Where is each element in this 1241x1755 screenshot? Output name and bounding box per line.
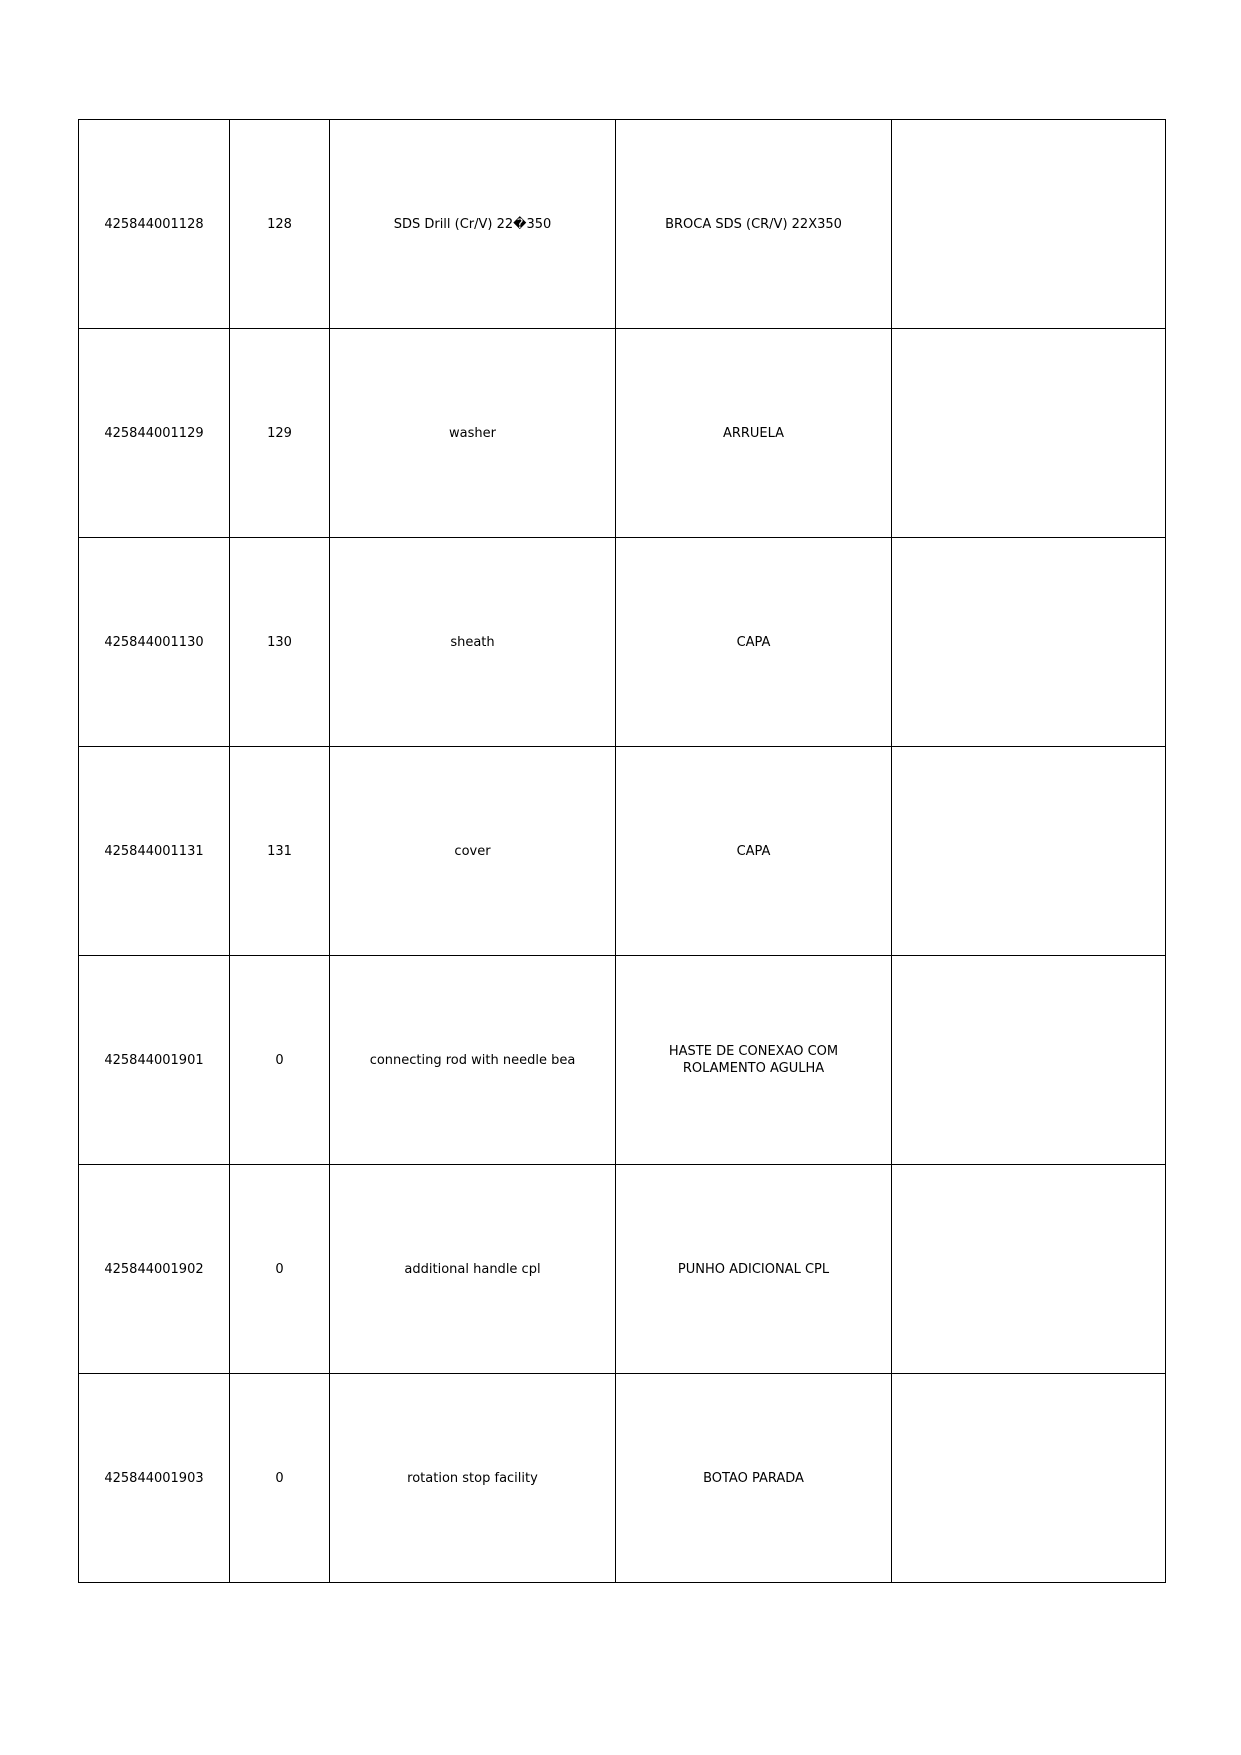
empty-cell	[892, 1374, 1166, 1583]
part-number-cell: 425844001902	[79, 1165, 230, 1374]
description-pt-cell: PUNHO ADICIONAL CPL	[616, 1165, 892, 1374]
empty-cell	[892, 1165, 1166, 1374]
empty-cell	[892, 956, 1166, 1165]
position-cell: 0	[230, 1374, 330, 1583]
description-pt-cell: CAPA	[616, 747, 892, 956]
table-row	[79, 120, 1166, 329]
description-en-cell: washer	[330, 329, 616, 538]
part-number-cell: 425844001128	[79, 120, 230, 329]
empty-cell	[892, 747, 1166, 956]
position-cell: 128	[230, 120, 330, 329]
description-pt-cell: BROCA SDS (CR/V) 22X350	[616, 120, 892, 329]
description-en-cell: rotation stop facility	[330, 1374, 616, 1583]
position-cell: 0	[230, 956, 330, 1165]
part-number-cell: 425844001131	[79, 747, 230, 956]
description-en-cell: SDS Drill (Cr/V) 22�350	[330, 120, 616, 329]
parts-table	[78, 119, 1166, 1583]
empty-cell	[892, 538, 1166, 747]
position-cell: 130	[230, 538, 330, 747]
empty-cell	[892, 120, 1166, 329]
table-row	[79, 1165, 1166, 1374]
part-number-cell: 425844001903	[79, 1374, 230, 1583]
empty-cell	[892, 329, 1166, 538]
position-cell: 129	[230, 329, 330, 538]
part-number-cell: 425844001130	[79, 538, 230, 747]
description-pt-cell: HASTE DE CONEXAO COM ROLAMENTO AGULHA	[616, 956, 892, 1165]
position-cell: 131	[230, 747, 330, 956]
description-pt-cell: ARRUELA	[616, 329, 892, 538]
table-row	[79, 956, 1166, 1165]
description-en-cell: sheath	[330, 538, 616, 747]
table-row	[79, 329, 1166, 538]
description-en-cell: additional handle cpl	[330, 1165, 616, 1374]
description-en-cell: cover	[330, 747, 616, 956]
table-row	[79, 747, 1166, 956]
table-row	[79, 538, 1166, 747]
position-cell: 0	[230, 1165, 330, 1374]
description-pt-cell: CAPA	[616, 538, 892, 747]
part-number-cell: 425844001901	[79, 956, 230, 1165]
description-en-cell: connecting rod with needle bea	[330, 956, 616, 1165]
description-pt-cell: BOTAO PARADA	[616, 1374, 892, 1583]
part-number-cell: 425844001129	[79, 329, 230, 538]
table-row	[79, 1374, 1166, 1583]
